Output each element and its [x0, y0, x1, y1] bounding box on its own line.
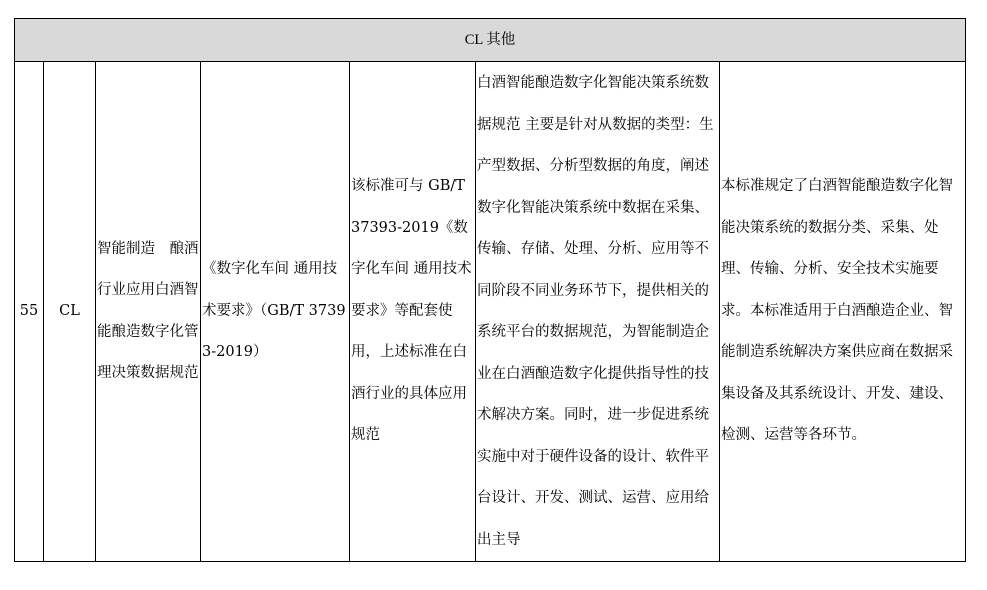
main-content: 白酒智能酿造数字化智能决策系统数据规范 主要是针对从数据的类型：生产型数据、分析型数据的角度，阐述数字化智能决策系统中数据在采集、传输、存储、处理、分析、应用等不同阶段不同业务环节下，提供相关的系统平台的数据规范，为智能制造企业在白酒酿造数字化提供指导性的技术解决方案。同时，进一步促进系统实施中对于硬件设备的设计、软件平台设计、开发、测试、运营、应用给出主导 — [476, 62, 720, 562]
relation-description: 该标准可与 GB/T 37393-2019《数字化车间 通用技术要求》等配套使用，上述标准在白酒行业的具体应用规范 — [350, 62, 476, 562]
standards-table — [14, 18, 966, 562]
scope-description: 本标准规定了白酒智能酿造数字化智能决策系统的数据分类、采集、处理、传输、分析、安全技术实施要求。本标准适用于白酒酿造企业、智能制造系统解决方案供应商在数据采集设备及其系统设计、开发、建设、检测、运营等各环节。 — [720, 62, 966, 562]
row-category: CL — [44, 62, 96, 562]
table-row — [15, 62, 966, 562]
standard-name: 智能制造 酿酒行业应用白酒智能酿造数字化管理决策数据规范 — [96, 62, 201, 562]
section-header: CL 其他 — [15, 19, 966, 62]
row-number: 55 — [15, 62, 44, 562]
related-standard: 《数字化车间 通用技术要求》（GB/T 37393-2019） — [201, 62, 350, 562]
section-header-row — [15, 19, 966, 62]
